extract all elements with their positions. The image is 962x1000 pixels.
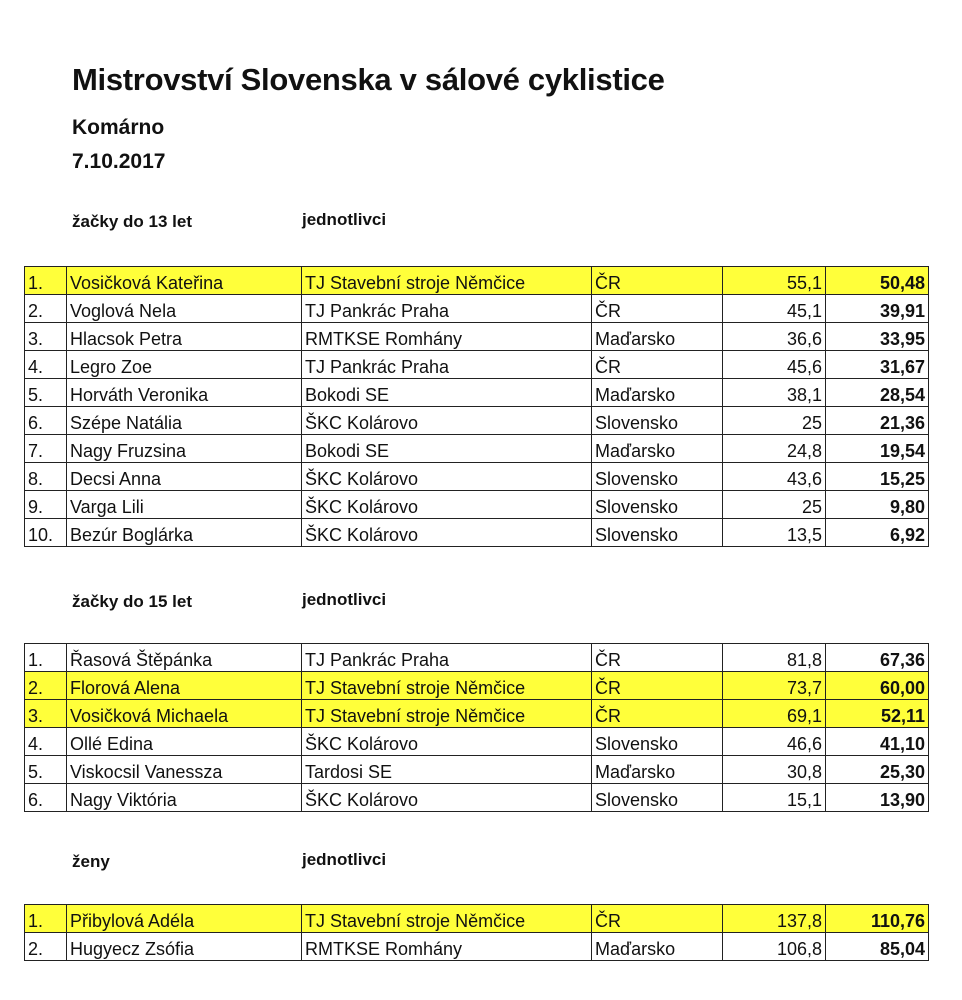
club-cell: ŠKC Kolárovo: [302, 728, 592, 756]
table-row: [25, 407, 929, 435]
name-cell: Viskocsil Vanessza: [67, 756, 302, 784]
total-score-cell: 60,00: [826, 672, 929, 700]
results-table: [24, 266, 929, 547]
name-cell: Vosičková Kateřina: [67, 267, 302, 295]
score-cell: 69,1: [723, 700, 826, 728]
total-score-cell: 110,76: [826, 905, 929, 933]
club-cell: Tardosi SE: [302, 756, 592, 784]
score-cell: 45,1: [723, 295, 826, 323]
name-cell: Horváth Veronika: [67, 379, 302, 407]
score-cell: 25: [723, 491, 826, 519]
country-cell: Slovensko: [592, 463, 723, 491]
name-cell: Florová Alena: [67, 672, 302, 700]
club-cell: TJ Stavební stroje Němčice: [302, 672, 592, 700]
position-cell: 4.: [25, 351, 67, 379]
name-cell: Decsi Anna: [67, 463, 302, 491]
country-cell: Slovensko: [592, 728, 723, 756]
name-cell: Přibylová Adéla: [67, 905, 302, 933]
country-cell: ČR: [592, 905, 723, 933]
position-cell: 6.: [25, 407, 67, 435]
score-cell: 81,8: [723, 644, 826, 672]
table-row: [25, 672, 929, 700]
table-row: [25, 267, 929, 295]
club-cell: Bokodi SE: [302, 379, 592, 407]
country-cell: ČR: [592, 672, 723, 700]
club-cell: ŠKC Kolárovo: [302, 491, 592, 519]
score-cell: 137,8: [723, 905, 826, 933]
total-score-cell: 15,25: [826, 463, 929, 491]
position-cell: 2.: [25, 295, 67, 323]
club-cell: Bokodi SE: [302, 435, 592, 463]
type-label: jednotlivci: [302, 850, 387, 869]
position-cell: 5.: [25, 379, 67, 407]
name-cell: Hugyecz Zsófia: [67, 933, 302, 961]
total-score-cell: 31,67: [826, 351, 929, 379]
results-table: [24, 643, 929, 812]
table-row: [25, 933, 929, 961]
score-cell: 13,5: [723, 519, 826, 547]
name-cell: Ollé Edina: [67, 728, 302, 756]
type-label: jednotlivci: [302, 590, 387, 609]
country-cell: Maďarsko: [592, 435, 723, 463]
name-cell: Varga Lili: [67, 491, 302, 519]
document-title: Mistrovství Slovenska v sálové cyklistice: [72, 62, 665, 97]
club-cell: TJ Stavební stroje Němčice: [302, 700, 592, 728]
total-score-cell: 21,36: [826, 407, 929, 435]
country-cell: Slovensko: [592, 407, 723, 435]
country-cell: Slovensko: [592, 519, 723, 547]
table-row: [25, 905, 929, 933]
score-cell: 15,1: [723, 784, 826, 812]
name-cell: Hlacsok Petra: [67, 323, 302, 351]
position-cell: 3.: [25, 700, 67, 728]
country-cell: ČR: [592, 644, 723, 672]
category-label: ženy: [72, 852, 110, 871]
total-score-cell: 28,54: [826, 379, 929, 407]
country-cell: Maďarsko: [592, 379, 723, 407]
table-row: [25, 700, 929, 728]
total-score-cell: 85,04: [826, 933, 929, 961]
table-row: [25, 463, 929, 491]
total-score-cell: 25,30: [826, 756, 929, 784]
total-score-cell: 50,48: [826, 267, 929, 295]
score-cell: 106,8: [723, 933, 826, 961]
total-score-cell: 6,92: [826, 519, 929, 547]
table-row: [25, 379, 929, 407]
table-row: [25, 351, 929, 379]
table-row: [25, 784, 929, 812]
club-cell: ŠKC Kolárovo: [302, 519, 592, 547]
club-cell: ŠKC Kolárovo: [302, 407, 592, 435]
total-score-cell: 9,80: [826, 491, 929, 519]
category-label: žačky do 15 let: [72, 592, 193, 611]
name-cell: Szépe Natália: [67, 407, 302, 435]
country-cell: Maďarsko: [592, 323, 723, 351]
position-cell: 2.: [25, 933, 67, 961]
name-cell: Vosičková Michaela: [67, 700, 302, 728]
position-cell: 3.: [25, 323, 67, 351]
position-cell: 8.: [25, 463, 67, 491]
country-cell: ČR: [592, 700, 723, 728]
table-row: [25, 756, 929, 784]
position-cell: 9.: [25, 491, 67, 519]
position-cell: 2.: [25, 672, 67, 700]
type-label: jednotlivci: [302, 210, 387, 229]
club-cell: TJ Pankrác Praha: [302, 295, 592, 323]
country-cell: Slovensko: [592, 784, 723, 812]
results-table: [24, 904, 929, 961]
score-cell: 25: [723, 407, 826, 435]
position-cell: 5.: [25, 756, 67, 784]
score-cell: 36,6: [723, 323, 826, 351]
score-cell: 30,8: [723, 756, 826, 784]
score-cell: 55,1: [723, 267, 826, 295]
table-row: [25, 435, 929, 463]
score-cell: 46,6: [723, 728, 826, 756]
total-score-cell: 41,10: [826, 728, 929, 756]
name-cell: Bezúr Boglárka: [67, 519, 302, 547]
country-cell: Slovensko: [592, 491, 723, 519]
country-cell: Maďarsko: [592, 756, 723, 784]
position-cell: 1.: [25, 644, 67, 672]
club-cell: TJ Stavební stroje Němčice: [302, 267, 592, 295]
table-row: [25, 295, 929, 323]
date-label: 7.10.2017: [72, 150, 166, 173]
country-cell: ČR: [592, 295, 723, 323]
position-cell: 4.: [25, 728, 67, 756]
club-cell: ŠKC Kolárovo: [302, 784, 592, 812]
category-label: žačky do 13 let: [72, 212, 193, 231]
country-cell: ČR: [592, 351, 723, 379]
table-row: [25, 728, 929, 756]
country-cell: Maďarsko: [592, 933, 723, 961]
club-cell: ŠKC Kolárovo: [302, 463, 592, 491]
total-score-cell: 67,36: [826, 644, 929, 672]
name-cell: Voglová Nela: [67, 295, 302, 323]
club-cell: RMTKSE Romhány: [302, 323, 592, 351]
position-cell: 7.: [25, 435, 67, 463]
place-label: Komárno: [72, 116, 165, 139]
position-cell: 6.: [25, 784, 67, 812]
total-score-cell: 52,11: [826, 700, 929, 728]
score-cell: 45,6: [723, 351, 826, 379]
club-cell: RMTKSE Romhány: [302, 933, 592, 961]
position-cell: 10.: [25, 519, 67, 547]
total-score-cell: 19,54: [826, 435, 929, 463]
name-cell: Nagy Viktória: [67, 784, 302, 812]
club-cell: TJ Pankrác Praha: [302, 351, 592, 379]
position-cell: 1.: [25, 267, 67, 295]
total-score-cell: 33,95: [826, 323, 929, 351]
club-cell: TJ Stavební stroje Němčice: [302, 905, 592, 933]
table-row: [25, 491, 929, 519]
score-cell: 38,1: [723, 379, 826, 407]
score-cell: 43,6: [723, 463, 826, 491]
table-row: [25, 519, 929, 547]
score-cell: 24,8: [723, 435, 826, 463]
table-row: [25, 644, 929, 672]
score-cell: 73,7: [723, 672, 826, 700]
total-score-cell: 13,90: [826, 784, 929, 812]
position-cell: 1.: [25, 905, 67, 933]
name-cell: Nagy Fruzsina: [67, 435, 302, 463]
name-cell: Legro Zoe: [67, 351, 302, 379]
country-cell: ČR: [592, 267, 723, 295]
table-row: [25, 323, 929, 351]
club-cell: TJ Pankrác Praha: [302, 644, 592, 672]
total-score-cell: 39,91: [826, 295, 929, 323]
name-cell: Řasová Štěpánka: [67, 644, 302, 672]
